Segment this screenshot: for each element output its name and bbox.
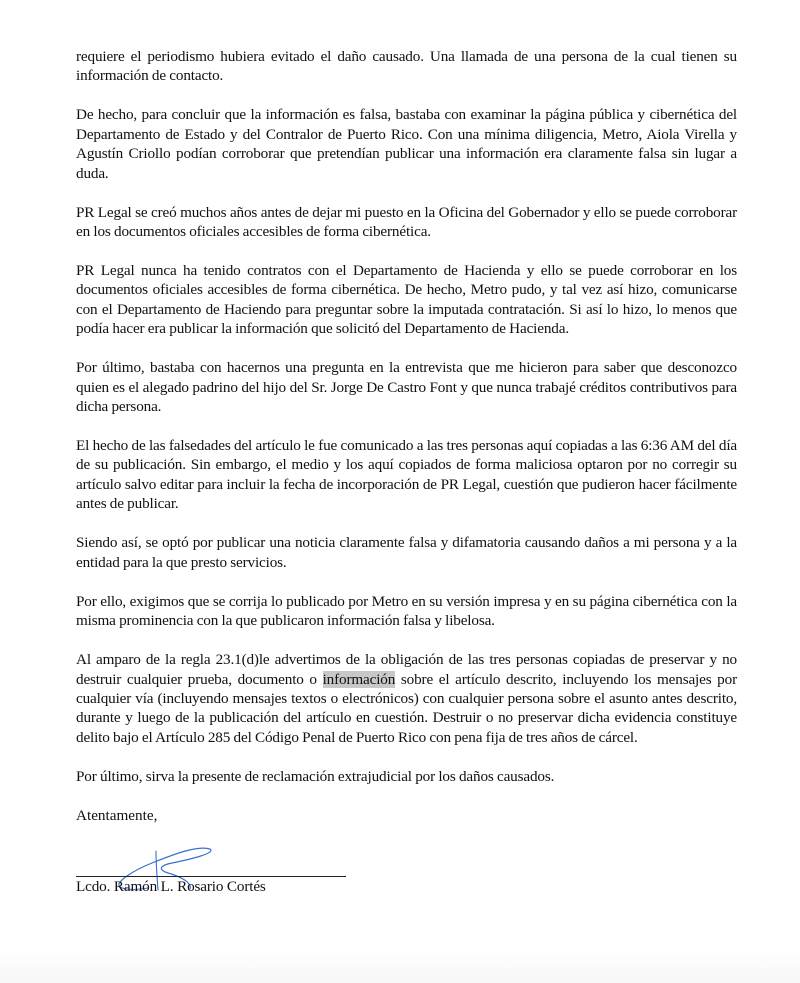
paragraph-1: requiere el periodismo hubiera evitado el daño causado. Una llamada de una persona de la cual tienen su información de contacto.: [76, 48, 737, 85]
highlighted-word[interactable]: información: [322, 670, 396, 688]
paragraph-2: De hecho, para concluir que la información es falsa, bastaba con examinar la página pública y cibernética del Departamento de Estado y del Contralor de Puerto Rico. Con una mínima diligencia, Metro, Aiola Virella y Agustín Criollo podían corroborar que pretendían publicar una información era claramente falsa sin lugar a duda.: [76, 106, 737, 182]
paragraph-9-text-after: sobre el artículo descrito, incluyendo los mensajes por cualquier vía (incluyendo mensajes textos o electrónicos) con cualquier persona sobre el asunto antes descrito, durante y luego de la publicación del artículo en cuestión. Destruir o no preservar dicha evidencia constituye delito bajo el Artículo 285 del Código Penal de Puerto Rico con pena fija de tres años de cárcel.: [76, 670, 737, 746]
closing-salutation: Atentamente,: [76, 806, 158, 824]
paragraph-10: Por último, sirva la presente de reclamación extrajudicial por los daños causados.: [76, 767, 555, 785]
paragraph-4: PR Legal nunca ha tenido contratos con el Departamento de Hacienda y ello se puede corroborar en los documentos oficiales accesibles de forma cibernética. De hecho, Metro pudo, y tal vez así hizo, comunicarse con el Departamento de Haciendo para preguntar sobre la imputada contratación. Si así lo hizo, lo menos que podía hacer era publicar la información que solicitó del Departamento de Hacienda.: [76, 262, 737, 338]
signatory-name: Lcdo. Ramón L. Rosario Cortés: [76, 878, 266, 896]
paragraph-5: Por último, bastaba con hacernos una pregunta en la entrevista que me hicieron para saber que desconozco quien es el alegado padrino del hijo del Sr. Jorge De Castro Font y que nunca trabajé créditos contributivos para dicha persona.: [76, 359, 737, 416]
paragraph-8: Por ello, exigimos que se corrija lo publicado por Metro en su versión impresa y en su página cibernética con la misma prominencia con la que publicaron información falsa y libelosa.: [76, 592, 737, 630]
paragraph-3: PR Legal se creó muchos años antes de dejar mi puesto en la Oficina del Gobernador y ello se puede corroborar en los documentos oficiales accesibles de forma cibernética.: [76, 203, 737, 241]
paragraph-6: El hecho de las falsedades del artículo le fue comunicado a las tres personas aquí copiadas a las 6:36 AM del día de su publicación. Sin embargo, el medio y los aquí copiados de forma maliciosa optaron por no corregir su artículo salvo editar para incluir la fecha de incorporación de PR Legal, cuestión que pudieron hacer fácilmente antes de publicar.: [76, 437, 737, 513]
paragraph-9-text-before: Al amparo de la regla 23.1(d)le advertimos de la obligación de las tres personas copiadas de preservar y no destruir cualquier prueba, documento o: [76, 651, 737, 688]
letter-page: [76, 47, 737, 897]
paragraph-9-preservation-notice: [76, 650, 737, 747]
signature-block: [76, 825, 737, 897]
paragraph-7: Siendo así, se optó por publicar una noticia claramente falsa y difamatoria causando daños a mi persona y a la entidad para la que presto servicios.: [76, 534, 737, 571]
viewer-bottom-band: [0, 950, 800, 983]
